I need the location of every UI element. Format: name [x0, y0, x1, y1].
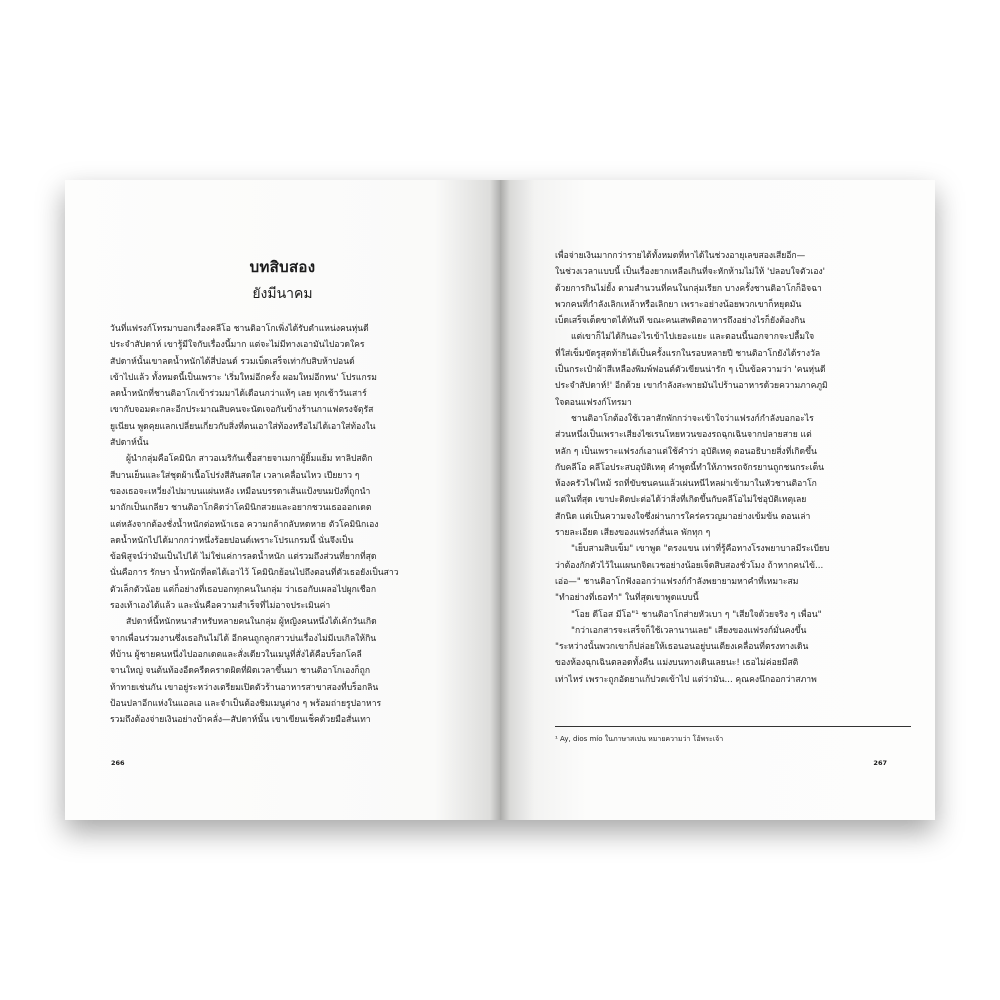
- text-line: ประจำสัปดาห์ เขารู้มีใจกับเรื่องนี้มาก แต่จะไม่มีทางเอามันไปอวดใคร: [110, 340, 365, 351]
- text-line: สัปดาห์นั้น: [110, 438, 149, 449]
- text-line: ว่าต้องกักตัวไว้ในแผนกจิตเวชอย่างน้อยเจ็ดสิบสองชั่วโมง ถ้าหากคนไข้...: [555, 560, 824, 571]
- right-page: [500, 180, 935, 820]
- text-line: ด้วยการกินไม่ยั้ง ตามสำนวนที่คนในกลุ่มเรียก บางครั้งชานติอาโกก็อิจฉา: [555, 283, 822, 294]
- text-line: ประจำสัปดาห์!' อีกด้วย เขากำลังสะพายมันไปร้านอาหารด้วยความภาคภูมิ: [555, 381, 828, 392]
- text-line: เบ็ดเสร็จเด็ดขาดได้ทันที ขณะคนเสพติดอาหารถึงอย่างไรก็ยังต้องกิน: [555, 316, 806, 327]
- text-line: ของห้องฉุกเฉินตลอดทั้งคืน แม่งบนทางเดินเลยนะ! เธอไม่ค่อยมีสติ: [555, 658, 799, 669]
- text-line: เพื่อจ่ายเงินมากกว่ารายได้ทั้งหมดที่หาได้ในช่วงอายุเลขสองเสียอีก—: [555, 251, 806, 261]
- text-line: ที่บ้าน ผู้ชายคนหนึ่งไปออกเดตและสั่งเดียวในเมนูที่สั่งได้คือบร็อกโคลี: [110, 649, 362, 660]
- text-line: มาถักเป็นเกลียว ชานติอาโกคิดว่าโคมินิกสวยและอยากชวนเธอออกเดต: [110, 503, 372, 514]
- text-line: ป้อนปลาอีกแห่งในแอลเอ และจำเป็นต้องชิมเมนูต่าง ๆ พร้อมถ่ายรูปอาหาร: [110, 698, 382, 709]
- text-line: ส่วนหนึ่งเป็นเพราะเสียงไซเรนโหยหวนของรถฉุกเฉินจากปลายสาย แต่: [555, 430, 812, 441]
- text-line: เอ่อ—" ชานติอาโกฟังออกว่าแฟรงก์กำลังพยายามหาคำที่เหมาะสม: [555, 576, 799, 587]
- text-line: พวกคนที่กำลังเลิกเหล้าหรือเลิกยา เพราะอย่างน้อยพวกเขาก็หยุดมัน: [555, 299, 802, 310]
- text-line: รายละเอียด เสียงของแฟรงก์สั่นเล พักทุก ๆ: [555, 528, 711, 539]
- chapter-subtitle: ยังมีนาคม: [252, 286, 313, 302]
- text-line: แต่หลังจากต้องชั่งน้ำหนักต่อหน้าเธอ ความกล้ากลับหดหาย ตัวโคมินิกเอง: [110, 519, 379, 530]
- open-book: [65, 180, 935, 820]
- footnote-divider: [555, 726, 911, 727]
- text-line: สัปดาห์นี้หนักหนาสำหรับหลายคนในกลุ่ม ผู้หญิงคนหนึ่งได้เค้กวันเกิด: [126, 617, 377, 628]
- text-line: จานใหญ่ จนต้นท้องอืดครืดคราดผิดที่ผิดเวลาขึ้นมา ชานติอาโกเองก็ถูก: [110, 666, 371, 677]
- text-line: "โอย ดีโอส มีโอ"¹ ชานติอาโกส่ายหัวเบา ๆ "เสียใจด้วยจริง ๆ เพื่อน": [571, 609, 822, 620]
- text-line: รวมถึงต้องจ่ายเงินอย่างบ้าคลั่ง—สัปดาห์นั้น เขาเขียนเช็คด้วยมือสั่นเทา: [110, 715, 371, 726]
- text-line: ที่ใส่เข็มขัดรูสุดท้ายได้เป็นครั้งแรกในรอบหลายปี ชานติอาโกยังได้รางวัล: [555, 348, 821, 359]
- text-line: แต่ในที่สุด เขาปะติดปะต่อได้ว่าสิ่งที่เกิดขึ้นกับคลีโอไม่ใช่อุบัติเหตุเลย: [555, 495, 807, 506]
- text-line: เท่าไหร่ เพราะถูกอัดยาแก้ปวดเข้าไป แต่ว่ามัน... คุณคงนึกออกว่าสภาพ: [555, 674, 817, 685]
- right-body-text: [555, 248, 911, 688]
- text-line: จากเพื่อนร่วมงานซึ่งเธอกินไม่ได้ อีกคนถูกลูกสาวบ่นเรื่องไม่มีเบเกิลให้กิน: [110, 633, 377, 644]
- text-line: ยูเนียน พูดคุยแลกเปลี่ยนเกี่ยวกับสิ่งที่ตนเอาใส่ท้องหรือไม่ได้เอาใส่ท้องใน: [110, 421, 376, 432]
- text-line: ผู้นำกลุ่มคือโคมินิก สาวอเมริกันเชื้อสายจาเมกาผู้ยิ้มแย้ม ทาลิปสติก: [126, 454, 373, 465]
- text-line: "ทำอย่างที่เธอทำ" ในที่สุดเขาพูดแบบนี้: [555, 593, 699, 604]
- page-number-right: 267: [873, 759, 887, 767]
- chapter-title: บทสิบสอง: [249, 258, 316, 276]
- text-line: ของเธอจะเหวี่ยงไปมาบนแผ่นหลัง เหมือนบรรดาเส้นแป้งขนมปังที่ถูกนำ: [110, 486, 371, 497]
- left-page: [65, 180, 500, 820]
- text-line: ลดน้ำหนักไปได้มากกว่าหนึ่งร้อยปอนด์เพราะโปรแกรมนี้ นั่นจึงเป็น: [110, 535, 354, 546]
- text-line: "กว่าเอกสารจะเสร็จก็ใช้เวลานานเลย" เสียงของแฟรงก์มั่นคงขึ้น: [571, 625, 807, 636]
- text-line: "ระหว่างนั้นพวกเขาก็ปล่อยให้เธอนอนอยู่บนเตียงเคลื่อนที่ตรงทางเดิน: [555, 642, 809, 653]
- text-line: แต่เขาก็ไม่ได้กินอะไรเข้าไปเยอะแยะ และตอนนี้นอกจากจะปลื้มใจ: [571, 332, 815, 343]
- text-line: ข้อพิสูจน์ว่ามันเป็นไปได้ ไม่ใช่แค่การลดน้ำหนัก แต่รวมถึงส่วนที่ยากที่สุด: [110, 552, 377, 563]
- left-body-text: [110, 321, 480, 728]
- text-line: หลัก ๆ เป็นเพราะแฟรงก์เอาแต่ใช้คำว่า อุบัติเหตุ ตอนอธิบายสิ่งที่เกิดขึ้น: [555, 446, 817, 457]
- text-line: ชานติอาโกต้องใช้เวลาสักพักกว่าจะเข้าใจว่าแฟรงก์กำลังบอกอะไร: [571, 413, 814, 424]
- text-line: สัปดาห์นั้นเขาลดน้ำหนักได้สี่ปอนด์ รวมเบ็ดเสร็จเท่ากับสิบห้าปอนด์: [110, 356, 355, 367]
- text-line: สักนิด แต่เป็นความจงใจซึ่งผ่านการใคร่ครวญมาอย่างเข้มข้น ตอนเล่า: [555, 511, 811, 522]
- text-line: ตัวเล็กตัวน้อย แต่ก็อย่างที่เธอบอกทุกคนในกลุ่ม ว่าเธอกับเผลอไปผูกเชือก: [110, 584, 377, 595]
- text-line: ท้าทายเช่นกัน เขาอยู่ระหว่างเตรียมเปิดตัวร้านอาหารสาขาสองที่บร็อกลิน: [110, 682, 379, 693]
- text-line: เขากับจอมตะกละอีกประมาณสิบคนจะนัดเจอกันข้างร้านกาแฟตรงจัตุรัส: [110, 405, 374, 416]
- text-line: สีบานเย็นและใส่ชุดผ้าเนื้อโปร่งสีสันสดใส เวลาเคลื่อนไหว เปียยาว ๆ: [110, 470, 360, 481]
- text-line: เป็นกระเป๋าผ้าสีเหลืองพิมพ์ฟอนต์ตัวเขียนน่ารัก ๆ เป็นข้อความว่า 'คนหุ่นดี: [555, 365, 826, 376]
- text-line: วันที่แฟรงก์โทรมาบอกเรื่องคลีโอ ชานติอาโกเพิ่งได้รับตำแหน่งคนหุ่นดี: [110, 324, 369, 334]
- text-line: เข้าไปแล้ว ทั้งหมดนี้เป็นเพราะ 'เริ่มใหม่อีกครั้ง ผอมใหม่อีกหน' โปรแกรม: [110, 372, 377, 383]
- footnote: ¹ Ay, dios mío ในภาษาสเปน หมายความว่า โอ้พระเจ้า: [555, 735, 724, 743]
- page-number-left: 266: [111, 759, 125, 767]
- text-line: ใจตอนแฟรงก์โทรมา: [555, 397, 632, 408]
- text-line: รองเท้าเองได้แล้ว และนั่นคือความสำเร็จที่ไม่อาจประเมินค่า: [110, 601, 331, 612]
- text-line: ห้องครัวไฟไหม้ รถที่ขับชนคนแล้วเผ่นหนีไหลผ่าเข้ามาในหัวชานติอาโก: [555, 479, 817, 490]
- book-spine: [490, 180, 510, 820]
- text-line: นั่นคือการ รักษา น้ำหนักที่ลดได้เอาไว้ โคมินิกย้อนไปถึงตอนที่ตัวเธอยังเป็นสาว: [110, 568, 399, 579]
- text-line: ในช่วงเวลาแบบนี้ เป็นเรื่องยากเหลือเกินที่จะหักห้ามไม่ให้ 'ปลอบใจตัวเอง': [555, 267, 826, 278]
- text-line: กับคลีโอ คลีโอประสบอุบัติเหตุ คำพูดนี้ทำให้ภาพรถจักรยานถูกชนกระเด็น: [555, 462, 825, 473]
- text-line: "เย็บสามสิบเข็ม" เขาพูด "ตรงแขน เท่าที่รู้คือทางโรงพยาบาลมีระเบียบ: [571, 544, 830, 555]
- text-line: ลดน้ำหนักที่ชานติอาโกเข้าร่วมมาได้เดือนกว่าแท้ๆ เลย ทุกเช้าวันเสาร์: [110, 389, 367, 400]
